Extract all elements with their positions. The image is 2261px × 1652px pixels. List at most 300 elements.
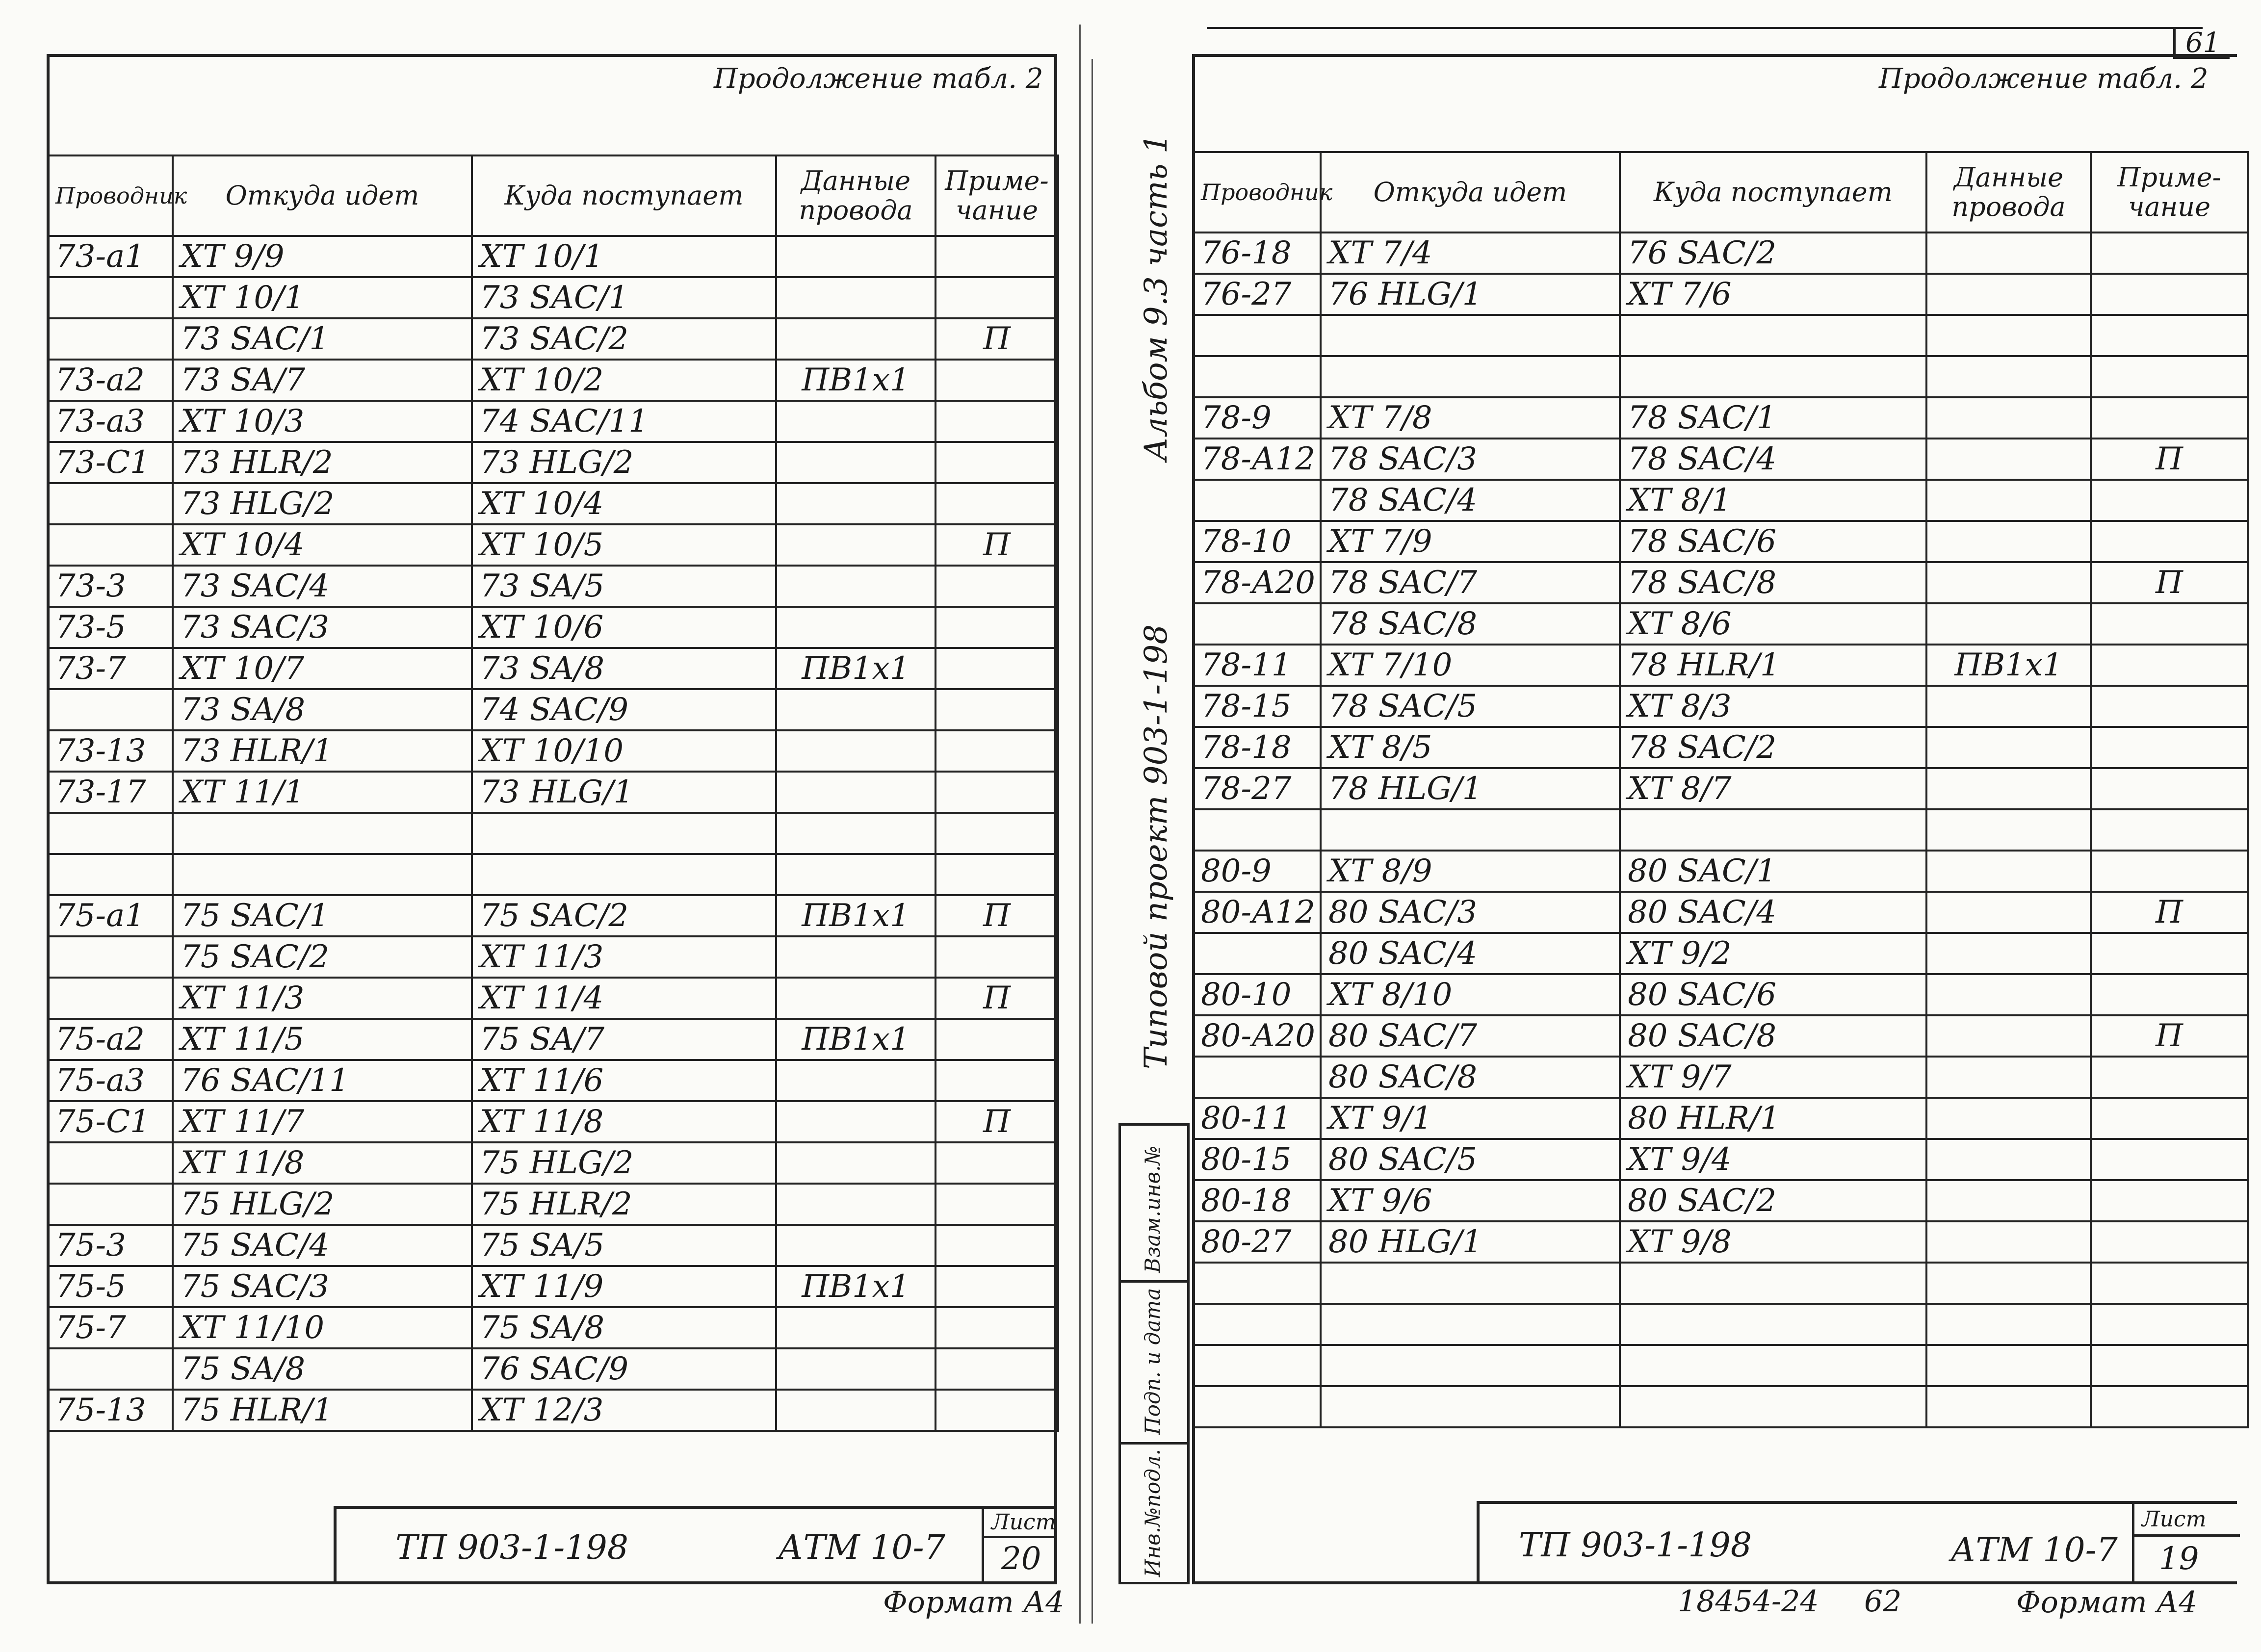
note-cell xyxy=(936,689,1058,730)
wire-data-cell xyxy=(1926,480,2091,521)
left-stamp-sheet-cell xyxy=(982,1509,984,1581)
left-title-block xyxy=(334,1506,1057,1584)
from-cell: ХТ 8/5 xyxy=(1321,727,1620,768)
conductor-cell: 78-11 xyxy=(1193,645,1321,686)
from-cell: 78 SAC/7 xyxy=(1321,562,1620,603)
note-cell xyxy=(936,813,1058,854)
note-cell xyxy=(936,1184,1058,1225)
conductor-cell: 75-С1 xyxy=(48,1101,173,1142)
to-cell: 80 SAC/2 xyxy=(1620,1180,1926,1221)
conductor-cell xyxy=(1193,933,1321,974)
note-cell xyxy=(2091,232,2248,274)
conductor-cell xyxy=(48,1142,173,1184)
conductor-cell: 73-13 xyxy=(48,730,173,772)
wire-data-cell xyxy=(776,607,936,648)
header-conductor: Проводник xyxy=(48,155,173,236)
to-cell: 74 SAC/9 xyxy=(472,689,776,730)
from-cell: ХТ 9/1 xyxy=(1321,1098,1620,1139)
note-cell xyxy=(936,566,1058,607)
note-cell xyxy=(936,936,1058,978)
to-cell: ХТ 8/7 xyxy=(1620,768,1926,809)
note-cell: П xyxy=(2091,439,2248,480)
wire-data-cell xyxy=(776,1060,936,1101)
table-row xyxy=(48,730,1058,772)
note-cell xyxy=(936,1307,1058,1348)
to-cell: ХТ 11/9 xyxy=(472,1266,776,1307)
from-cell: ХТ 10/4 xyxy=(173,524,472,566)
to-cell: 75 HLR/2 xyxy=(472,1184,776,1225)
header-wire-data: Данные провода xyxy=(776,155,936,236)
note-cell xyxy=(936,1060,1058,1101)
left-wiring-table xyxy=(47,155,1059,1432)
wire-data-cell xyxy=(1926,315,2091,356)
wire-data-cell xyxy=(1926,274,2091,315)
from-cell: 73 SAC/3 xyxy=(173,607,472,648)
left-stamp-sheet-label: Лист xyxy=(991,1510,1056,1535)
to-cell: ХТ 8/3 xyxy=(1620,686,1926,727)
wire-data-cell xyxy=(1926,892,2091,933)
note-cell xyxy=(2091,1263,2248,1304)
table-row xyxy=(48,1060,1058,1101)
conductor-cell: 78-27 xyxy=(1193,768,1321,809)
from-cell: ХТ 11/7 xyxy=(173,1101,472,1142)
to-cell xyxy=(1620,1263,1926,1304)
from-cell: 78 SAC/5 xyxy=(1321,686,1620,727)
right-stamp-sheet-no: 19 xyxy=(2159,1541,2199,1577)
to-cell: 78 SAC/6 xyxy=(1620,521,1926,562)
wire-data-cell xyxy=(776,1142,936,1184)
side-box-label-3: Инв.№подл. xyxy=(1141,1449,1165,1577)
note-cell xyxy=(936,442,1058,483)
wire-data-cell xyxy=(776,236,936,277)
conductor-cell: 75-а3 xyxy=(48,1060,173,1101)
wire-data-cell xyxy=(776,689,936,730)
header-note: Приме-чание xyxy=(2091,152,2248,232)
to-cell: 75 HLG/2 xyxy=(472,1142,776,1184)
from-cell: ХТ 9/9 xyxy=(173,236,472,277)
conductor-cell: 75-3 xyxy=(48,1225,173,1266)
conductor-cell xyxy=(1193,1345,1321,1386)
wire-data-cell xyxy=(776,483,936,524)
table-row xyxy=(48,1101,1058,1142)
from-cell: 73 SAC/4 xyxy=(173,566,472,607)
header-to: Куда поступает xyxy=(1620,152,1926,232)
table-row xyxy=(48,854,1058,895)
wire-data-cell xyxy=(1926,356,2091,397)
wire-data-cell xyxy=(1926,521,2091,562)
table-row xyxy=(1193,1139,2248,1180)
wire-data-cell xyxy=(776,978,936,1019)
to-cell: ХТ 10/6 xyxy=(472,607,776,648)
note-cell xyxy=(936,360,1058,401)
conductor-cell xyxy=(48,524,173,566)
table-row xyxy=(1193,1221,2248,1263)
header-to: Куда поступает xyxy=(472,155,776,236)
note-cell: П xyxy=(936,978,1058,1019)
wire-data-cell xyxy=(776,813,936,854)
to-cell xyxy=(472,813,776,854)
note-cell xyxy=(2091,274,2248,315)
right-stamp-project: ТП 903-1-198 xyxy=(1519,1526,1752,1565)
right-stamp-sheet-cell xyxy=(2132,1504,2134,1582)
table-row xyxy=(1193,851,2248,892)
to-cell: ХТ 8/1 xyxy=(1620,480,1926,521)
from-cell: ХТ 10/3 xyxy=(173,401,472,442)
conductor-cell xyxy=(48,689,173,730)
table-row xyxy=(1193,274,2248,315)
to-cell: ХТ 8/6 xyxy=(1620,603,1926,645)
from-cell xyxy=(173,854,472,895)
from-cell: 75 HLR/1 xyxy=(173,1390,472,1431)
note-cell xyxy=(2091,1304,2248,1345)
wire-data-cell xyxy=(1926,1386,2091,1427)
note-cell xyxy=(936,607,1058,648)
to-cell: 75 SAC/2 xyxy=(472,895,776,936)
note-cell xyxy=(2091,1386,2248,1427)
note-cell xyxy=(936,401,1058,442)
conductor-cell: 73-С1 xyxy=(48,442,173,483)
wire-data-cell xyxy=(776,772,936,813)
note-cell: П xyxy=(2091,892,2248,933)
note-cell xyxy=(2091,851,2248,892)
note-cell xyxy=(2091,315,2248,356)
from-cell xyxy=(1321,1304,1620,1345)
table-row xyxy=(1193,315,2248,356)
note-cell xyxy=(2091,480,2248,521)
from-cell: ХТ 10/7 xyxy=(173,648,472,689)
wire-data-cell xyxy=(776,318,936,360)
note-cell: П xyxy=(936,524,1058,566)
note-cell xyxy=(2091,974,2248,1015)
table-row xyxy=(1193,686,2248,727)
to-cell: 80 SAC/4 xyxy=(1620,892,1926,933)
table-row xyxy=(48,1266,1058,1307)
table-row xyxy=(48,1225,1058,1266)
from-cell: ХТ 11/3 xyxy=(173,978,472,1019)
table-row xyxy=(1193,356,2248,397)
conductor-cell: 73-а2 xyxy=(48,360,173,401)
project-side-label: Типовой проект 903-1-198 xyxy=(1138,624,1174,1069)
wire-data-cell xyxy=(1926,603,2091,645)
wire-data-cell: ПВ1х1 xyxy=(776,648,936,689)
table-row xyxy=(48,813,1058,854)
conductor-cell: 80-15 xyxy=(1193,1139,1321,1180)
wire-data-cell xyxy=(776,442,936,483)
note-cell xyxy=(936,1390,1058,1431)
note-cell xyxy=(936,772,1058,813)
note-cell xyxy=(2091,686,2248,727)
to-cell xyxy=(472,854,776,895)
from-cell: ХТ 9/6 xyxy=(1321,1180,1620,1221)
from-cell: 73 SAC/1 xyxy=(173,318,472,360)
right-page-number: 61 xyxy=(2185,27,2221,59)
wire-data-cell xyxy=(1926,1263,2091,1304)
to-cell xyxy=(1620,1345,1926,1386)
from-cell: 75 SA/8 xyxy=(173,1348,472,1390)
table-row xyxy=(48,689,1058,730)
from-cell: ХТ 8/10 xyxy=(1321,974,1620,1015)
table-row xyxy=(48,936,1058,978)
note-cell xyxy=(936,1019,1058,1060)
to-cell: 78 SAC/4 xyxy=(1620,439,1926,480)
note-cell xyxy=(2091,809,2248,851)
to-cell: ХТ 12/3 xyxy=(472,1390,776,1431)
wire-data-cell xyxy=(776,566,936,607)
from-cell: 78 SAC/4 xyxy=(1321,480,1620,521)
note-cell xyxy=(936,730,1058,772)
conductor-cell: 80-27 xyxy=(1193,1221,1321,1263)
from-cell: 73 HLG/2 xyxy=(173,483,472,524)
table-row xyxy=(1193,1345,2248,1386)
table-row xyxy=(1193,397,2248,439)
from-cell: 80 SAC/5 xyxy=(1321,1139,1620,1180)
conductor-cell: 80-18 xyxy=(1193,1180,1321,1221)
right-page-bottom-number: 62 xyxy=(1864,1584,1902,1619)
table-row xyxy=(1193,562,2248,603)
note-cell xyxy=(936,277,1058,318)
table-row xyxy=(48,524,1058,566)
note-cell xyxy=(936,1142,1058,1184)
wire-data-cell xyxy=(776,1307,936,1348)
conductor-cell xyxy=(48,978,173,1019)
right-continuation-label: Продолжение табл. 2 xyxy=(1879,63,2209,95)
conductor-cell xyxy=(48,277,173,318)
conductor-cell: 73-а1 xyxy=(48,236,173,277)
to-cell: 78 SAC/2 xyxy=(1620,727,1926,768)
table-row xyxy=(48,483,1058,524)
to-cell: ХТ 10/1 xyxy=(472,236,776,277)
wire-data-cell xyxy=(1926,1221,2091,1263)
to-cell: ХТ 10/4 xyxy=(472,483,776,524)
to-cell: 73 HLG/2 xyxy=(472,442,776,483)
from-cell: 73 HLR/1 xyxy=(173,730,472,772)
from-cell: ХТ 11/8 xyxy=(173,1142,472,1184)
to-cell: ХТ 9/2 xyxy=(1620,933,1926,974)
table-row xyxy=(48,566,1058,607)
left-stamp-sheet-no: 20 xyxy=(1001,1541,1041,1577)
right-inventory-number: 18454-24 xyxy=(1678,1584,1819,1619)
conductor-cell: 78-10 xyxy=(1193,521,1321,562)
to-cell xyxy=(1620,315,1926,356)
wire-data-cell xyxy=(1926,727,2091,768)
from-cell: 73 SA/8 xyxy=(173,689,472,730)
from-cell xyxy=(1321,1263,1620,1304)
conductor-cell: 80-А12 xyxy=(1193,892,1321,933)
wire-data-cell xyxy=(1926,1304,2091,1345)
header-conductor: Проводник xyxy=(1193,152,1321,232)
wire-data-cell: ПВ1х1 xyxy=(776,1266,936,1307)
header-from: Откуда идет xyxy=(173,155,472,236)
to-cell: 73 SA/8 xyxy=(472,648,776,689)
table-row xyxy=(1193,603,2248,645)
header-wire-data: Данные провода xyxy=(1926,152,2091,232)
wire-data-cell xyxy=(1926,1098,2091,1139)
to-cell: 73 SAC/2 xyxy=(472,318,776,360)
left-header-row xyxy=(48,155,1058,236)
to-cell: 73 SA/5 xyxy=(472,566,776,607)
table-row xyxy=(1193,645,2248,686)
to-cell: 78 HLR/1 xyxy=(1620,645,1926,686)
left-stamp-sheet-divider xyxy=(982,1536,1055,1538)
conductor-cell: 78-18 xyxy=(1193,727,1321,768)
left-format-label: Формат А4 xyxy=(883,1585,1065,1620)
table-row xyxy=(48,1184,1058,1225)
right-format-label: Формат А4 xyxy=(2016,1585,2198,1620)
from-cell: 75 SAC/1 xyxy=(173,895,472,936)
conductor-cell: 78-А20 xyxy=(1193,562,1321,603)
table-row xyxy=(1193,1057,2248,1098)
conductor-cell: 75-а1 xyxy=(48,895,173,936)
wire-data-cell xyxy=(776,524,936,566)
table-row xyxy=(1193,892,2248,933)
from-cell: 80 SAC/8 xyxy=(1321,1057,1620,1098)
table-row xyxy=(48,607,1058,648)
note-cell xyxy=(2091,397,2248,439)
conductor-cell xyxy=(48,1348,173,1390)
table-row xyxy=(1193,1098,2248,1139)
wire-data-cell xyxy=(1926,851,2091,892)
note-cell xyxy=(936,1348,1058,1390)
from-cell: 80 SAC/7 xyxy=(1321,1015,1620,1057)
note-cell: П xyxy=(936,318,1058,360)
wire-data-cell xyxy=(1926,562,2091,603)
wire-data-cell xyxy=(1926,1015,2091,1057)
sheet-divider-line-2 xyxy=(1092,59,1093,1624)
conductor-cell xyxy=(48,854,173,895)
wire-data-cell: ПВ1х1 xyxy=(776,895,936,936)
table-row xyxy=(1193,480,2248,521)
to-cell xyxy=(1620,809,1926,851)
table-row xyxy=(48,1348,1058,1390)
from-cell: 75 SAC/2 xyxy=(173,936,472,978)
table-row xyxy=(48,978,1058,1019)
from-cell xyxy=(1321,1345,1620,1386)
to-cell: 78 SAC/8 xyxy=(1620,562,1926,603)
side-approval-box xyxy=(1118,1123,1190,1584)
table-row xyxy=(1193,933,2248,974)
from-cell: 76 SAC/11 xyxy=(173,1060,472,1101)
conductor-cell xyxy=(1193,356,1321,397)
wire-data-cell xyxy=(1926,232,2091,274)
conductor-cell xyxy=(48,813,173,854)
table-row xyxy=(1193,809,2248,851)
conductor-cell xyxy=(1193,480,1321,521)
to-cell: 78 SAC/1 xyxy=(1620,397,1926,439)
from-cell: 78 HLG/1 xyxy=(1321,768,1620,809)
table-row xyxy=(1193,768,2248,809)
conductor-cell: 75-13 xyxy=(48,1390,173,1431)
table-row xyxy=(48,401,1058,442)
from-cell xyxy=(1321,1386,1620,1427)
wire-data-cell xyxy=(1926,974,2091,1015)
to-cell: ХТ 11/4 xyxy=(472,978,776,1019)
from-cell: 75 HLG/2 xyxy=(173,1184,472,1225)
wire-data-cell xyxy=(776,1225,936,1266)
from-cell: 75 SAC/3 xyxy=(173,1266,472,1307)
conductor-cell xyxy=(48,318,173,360)
from-cell: ХТ 7/9 xyxy=(1321,521,1620,562)
wire-data-cell xyxy=(776,1390,936,1431)
wire-data-cell xyxy=(1926,439,2091,480)
left-continuation-label: Продолжение табл. 2 xyxy=(714,63,1043,95)
conductor-cell xyxy=(1193,315,1321,356)
conductor-cell: 80-11 xyxy=(1193,1098,1321,1139)
header-note: Приме-чание xyxy=(936,155,1058,236)
wire-data-cell xyxy=(776,854,936,895)
to-cell xyxy=(1620,1304,1926,1345)
wire-data-cell: ПВ1х1 xyxy=(776,360,936,401)
from-cell: ХТ 7/10 xyxy=(1321,645,1620,686)
note-cell xyxy=(2091,1221,2248,1263)
conductor-cell xyxy=(1193,1263,1321,1304)
note-cell: П xyxy=(2091,1015,2248,1057)
to-cell: ХТ 10/2 xyxy=(472,360,776,401)
note-cell xyxy=(2091,603,2248,645)
from-cell: ХТ 11/1 xyxy=(173,772,472,813)
note-cell: П xyxy=(2091,562,2248,603)
table-row xyxy=(48,318,1058,360)
to-cell: 80 SAC/1 xyxy=(1620,851,1926,892)
note-cell xyxy=(2091,1098,2248,1139)
wire-data-cell: ПВ1х1 xyxy=(776,1019,936,1060)
wire-data-cell xyxy=(1926,809,2091,851)
wire-data-cell xyxy=(776,1101,936,1142)
right-top-border xyxy=(1207,27,2203,29)
from-cell: ХТ 7/8 xyxy=(1321,397,1620,439)
table-row xyxy=(48,1307,1058,1348)
from-cell xyxy=(1321,809,1620,851)
note-cell xyxy=(2091,768,2248,809)
wire-data-cell xyxy=(776,1348,936,1390)
conductor-cell xyxy=(48,483,173,524)
table-row xyxy=(1193,521,2248,562)
conductor-cell: 73-17 xyxy=(48,772,173,813)
note-cell xyxy=(936,236,1058,277)
from-cell: 80 HLG/1 xyxy=(1321,1221,1620,1263)
to-cell: ХТ 7/6 xyxy=(1620,274,1926,315)
to-cell: 74 SAC/11 xyxy=(472,401,776,442)
from-cell: 80 SAC/4 xyxy=(1321,933,1620,974)
from-cell: 76 HLG/1 xyxy=(1321,274,1620,315)
from-cell: 78 SAC/3 xyxy=(1321,439,1620,480)
note-cell xyxy=(2091,1139,2248,1180)
from-cell: 75 SAC/4 xyxy=(173,1225,472,1266)
to-cell: 80 HLR/1 xyxy=(1620,1098,1926,1139)
conductor-cell: 80-9 xyxy=(1193,851,1321,892)
to-cell: ХТ 9/8 xyxy=(1620,1221,1926,1263)
from-cell: 73 SA/7 xyxy=(173,360,472,401)
wire-data-cell xyxy=(1926,397,2091,439)
from-cell: 73 HLR/2 xyxy=(173,442,472,483)
note-cell xyxy=(2091,521,2248,562)
conductor-cell xyxy=(1193,1386,1321,1427)
from-cell: 78 SAC/8 xyxy=(1321,603,1620,645)
conductor-cell xyxy=(1193,1304,1321,1345)
header-from: Откуда идет xyxy=(1321,152,1620,232)
from-cell: ХТ 7/4 xyxy=(1321,232,1620,274)
conductor-cell: 75-5 xyxy=(48,1266,173,1307)
to-cell: ХТ 9/4 xyxy=(1620,1139,1926,1180)
table-row xyxy=(48,895,1058,936)
table-row xyxy=(48,648,1058,689)
table-row xyxy=(48,236,1058,277)
to-cell: ХТ 11/3 xyxy=(472,936,776,978)
conductor-cell: 73-7 xyxy=(48,648,173,689)
right-stamp-sheet-label: Лист xyxy=(2142,1507,2207,1532)
from-cell xyxy=(1321,315,1620,356)
wire-data-cell xyxy=(776,1184,936,1225)
table-row xyxy=(48,360,1058,401)
